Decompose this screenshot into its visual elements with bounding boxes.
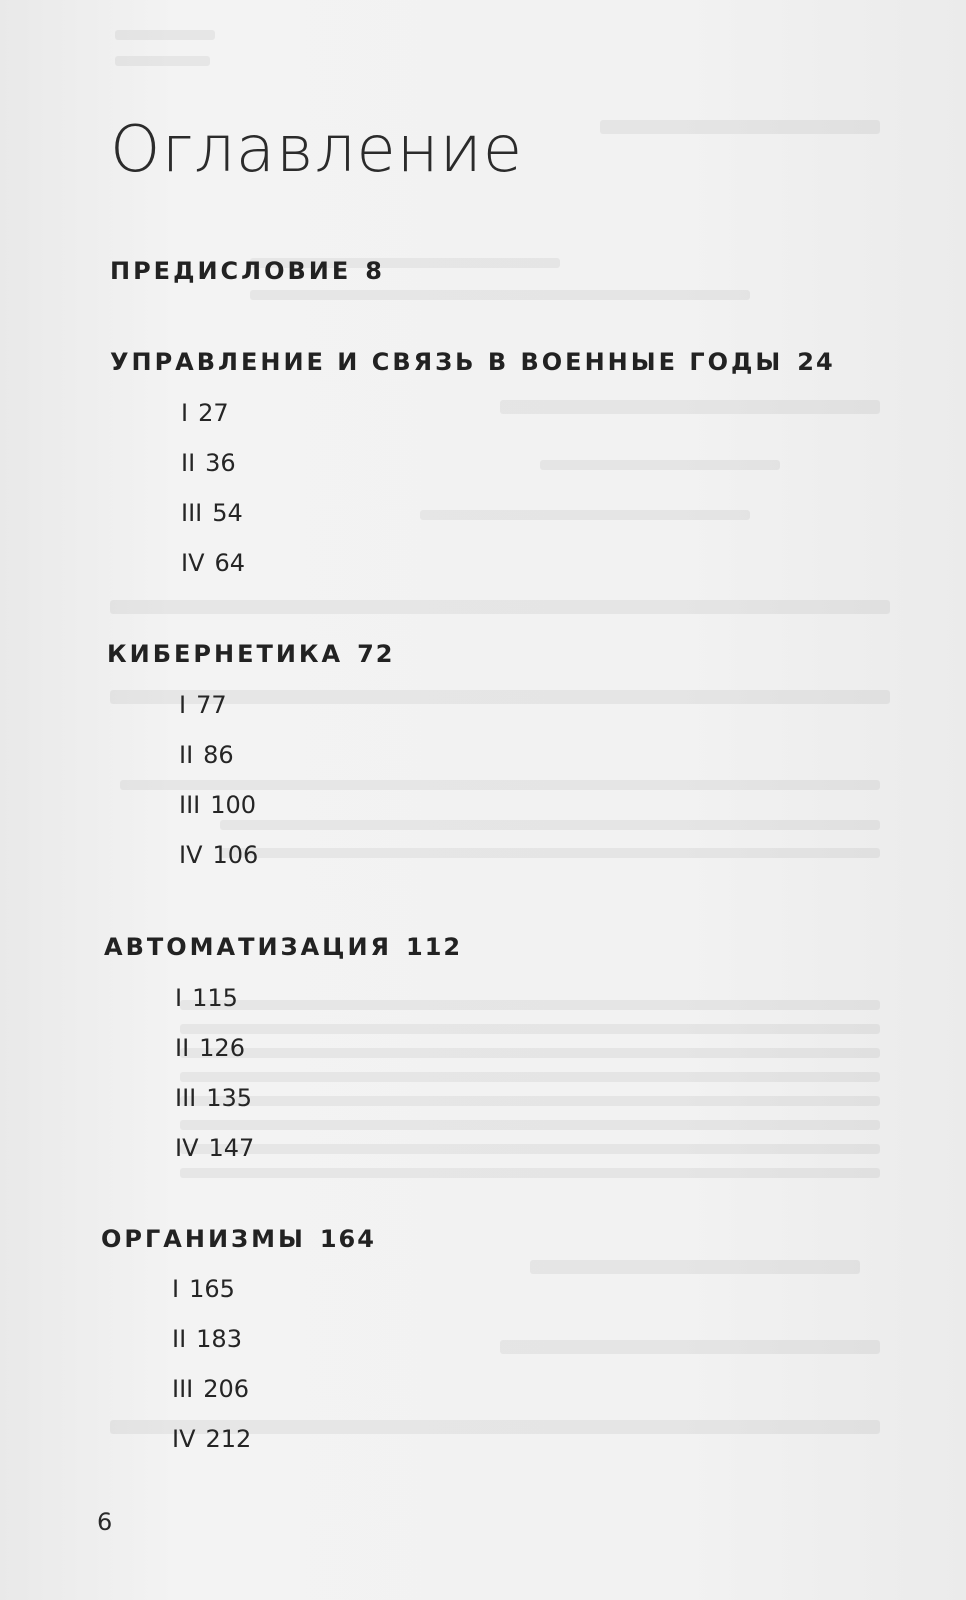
section-page-number: 64 <box>214 549 246 577</box>
section-entry <box>175 1136 254 1160</box>
section-label: I <box>175 984 183 1012</box>
section-page-number: 36 <box>205 449 236 477</box>
section-page-number: 27 <box>198 399 229 427</box>
chapter-heading <box>104 935 462 959</box>
section-label: I <box>179 691 187 719</box>
section-entry <box>179 693 227 717</box>
section-entry <box>179 743 234 767</box>
chapter-heading <box>110 350 835 374</box>
section-entry <box>181 451 236 475</box>
chapter-page-number: 164 <box>319 1225 376 1253</box>
section-label: III <box>172 1375 194 1403</box>
section-page-number: 183 <box>196 1325 242 1353</box>
section-label: IV <box>175 1134 199 1162</box>
section-page-number: 100 <box>210 791 257 819</box>
section-label: I <box>172 1275 180 1303</box>
section-entry <box>179 843 258 867</box>
section-entry <box>181 551 245 575</box>
section-page-number: 77 <box>196 691 227 719</box>
section-label: II <box>175 1034 190 1062</box>
chapter-title: ОРГАНИЗМЫ <box>101 1225 306 1253</box>
section-entry <box>175 1086 252 1110</box>
chapter-page-number: 24 <box>797 348 835 376</box>
section-entry <box>179 793 256 817</box>
section-page-number: 147 <box>208 1134 255 1162</box>
chapter-heading <box>101 1227 376 1251</box>
chapter-title: УПРАВЛЕНИЕ И СВЯЗЬ В ВОЕННЫЕ ГОДЫ <box>110 348 784 376</box>
section-page-number: 212 <box>205 1425 252 1453</box>
chapter-heading <box>110 259 384 283</box>
chapter-title: ПРЕДИСЛОВИЕ <box>110 257 352 285</box>
section-page-number: 206 <box>203 1375 250 1403</box>
page-title: Оглавление <box>110 113 524 187</box>
chapter-page-number: 8 <box>365 257 384 285</box>
chapter-page-number: 112 <box>406 933 463 961</box>
section-entry <box>172 1377 249 1401</box>
chapter-title: КИБЕРНЕТИКА <box>107 640 344 668</box>
section-label: I <box>181 399 189 427</box>
section-label: IV <box>179 841 203 869</box>
section-entry <box>175 986 238 1010</box>
section-label: III <box>175 1084 197 1112</box>
section-page-number: 115 <box>192 984 238 1012</box>
section-entry <box>181 401 229 425</box>
section-label: IV <box>172 1425 196 1453</box>
page-number: 6 <box>97 1508 113 1536</box>
chapter-heading <box>107 642 395 666</box>
section-entry <box>181 501 243 525</box>
section-page-number: 135 <box>206 1084 253 1112</box>
section-label: IV <box>181 549 205 577</box>
section-label: II <box>181 449 196 477</box>
section-entry <box>172 1277 235 1301</box>
section-entry <box>175 1036 245 1060</box>
section-page-number: 165 <box>189 1275 235 1303</box>
section-label: III <box>181 499 203 527</box>
chapter-page-number: 72 <box>357 640 395 668</box>
section-page-number: 106 <box>212 841 259 869</box>
section-page-number: 126 <box>199 1034 245 1062</box>
section-label: II <box>179 741 194 769</box>
section-label: II <box>172 1325 187 1353</box>
section-entry <box>172 1327 242 1351</box>
section-page-number: 86 <box>203 741 234 769</box>
section-page-number: 54 <box>212 499 243 527</box>
section-entry <box>172 1427 251 1451</box>
chapter-title: АВТОМАТИЗАЦИЯ <box>104 933 393 961</box>
section-label: III <box>179 791 201 819</box>
